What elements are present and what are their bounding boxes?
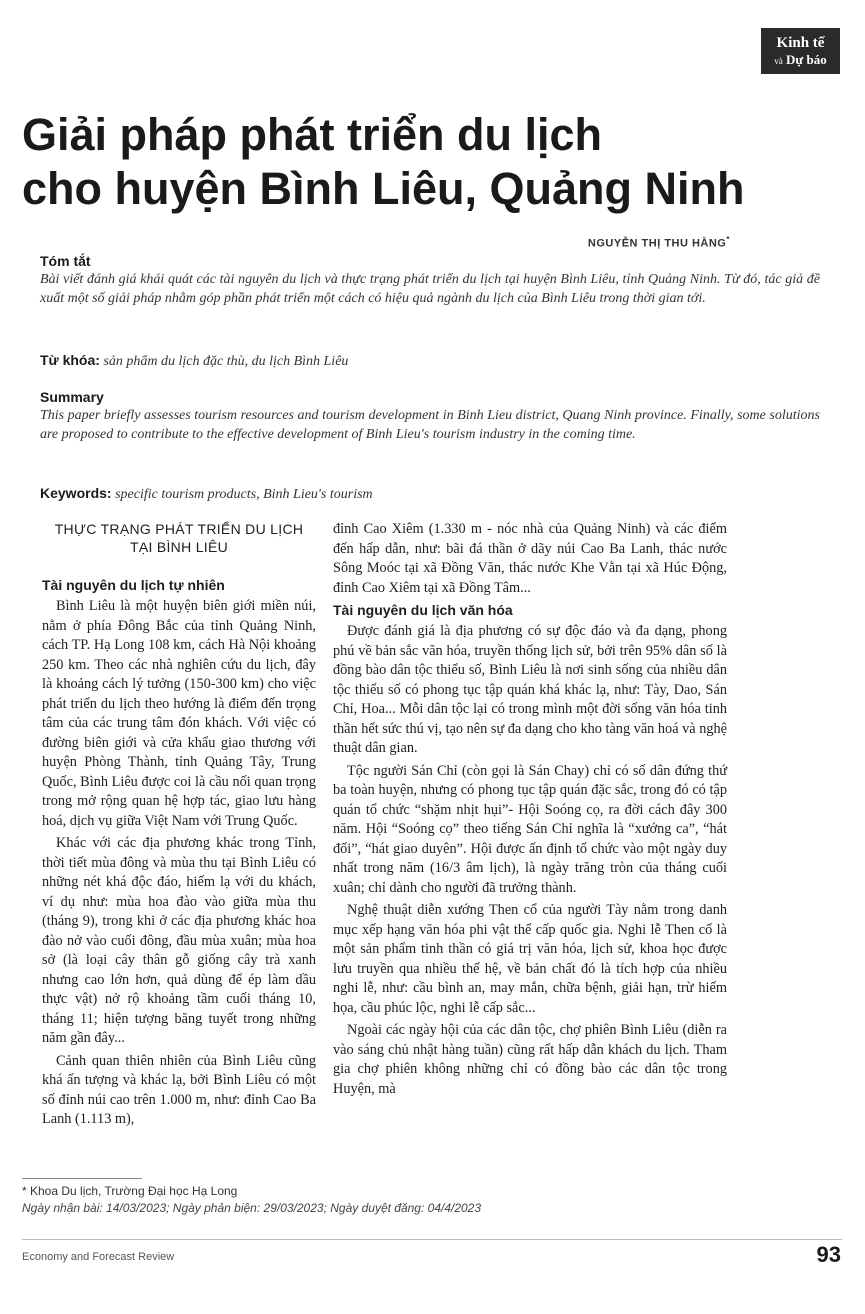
body-column-right xyxy=(333,520,727,1102)
abstract-vi-text: Bài viết đánh giá khái quát các tài nguyên du lịch và thực trạng phát triển du lịch tại huyện Bình Liêu, tỉnh Quảng Ninh. Từ đó, tác giả đề xuất một số giải pháp nhằm góp phần phát triển một cách có hiệu quả ngành du lịch của Bình Liêu trong thời gian tới. xyxy=(40,272,820,306)
badge-line1: Kinh tế xyxy=(776,35,825,51)
paragraph: Nghệ thuật diễn xướng Then cổ của người Tày nằm trong danh mục xếp hạng văn hóa phi vật thể cấp quốc gia. Nghi lễ Then cổ là một sản phẩm tinh thần có giá trị văn hóa, lịch sử, khoa học được lưu truyền qua nhiều thế hệ, về bản chất đó là tích hợp của nhiều nghi lễ, như: cầu bình an, may mắn, chữa bệnh, giải hạn, trừ hiểm họa, cầu phúc lộc, nghi lễ cấp sắc... xyxy=(333,902,727,1016)
abstract-vi-heading: Tóm tắt xyxy=(40,253,91,269)
keywords-vi xyxy=(40,351,820,371)
footnote: * Khoa Du lịch, Trường Đại học Hạ Long xyxy=(22,1184,238,1198)
author-name xyxy=(588,235,730,250)
keywords-en-text: specific tourism products, Binh Lieu's tourism xyxy=(115,487,373,502)
title-line2: cho huyện Bình Liêu, Quảng Ninh xyxy=(22,163,745,214)
paragraph: Cảnh quan thiên nhiên của Bình Liêu cũng khá ấn tượng và khác lạ, bởi Bình Liêu có một số đỉnh núi cao trên 1.000 m, như: đỉnh Cao Ba Lanh (1.113 m), xyxy=(42,1052,316,1127)
summary-en xyxy=(40,388,820,444)
badge-small: và xyxy=(774,56,783,66)
journal-badge xyxy=(761,28,840,74)
paragraph: Khác với các địa phương khác trong Tỉnh, thời tiết mùa đông và mùa thu tại Bình Liêu có những nét khá độc đáo, hiếm lạ với du khách, ví dụ như: mùa hoa đào vào giữa mùa thu (tháng 9), trong khi ở các địa phương khác hoa đào nở vào cuối đông, đầu mùa xuân; mùa hoa sở (là loại cây thân gỗ giống cây trà xanh nhưng cao lớn hơn, quả dùng để ép làm dầu thực vật) nở rộ khoảng tầm cuối tháng 10, tháng 11; hiện tượng băng tuyết trong những năm gần đây... xyxy=(42,835,316,1046)
journal-name: Economy and Forecast Review xyxy=(22,1251,175,1263)
section-heading: THỰC TRẠNG PHÁT TRIỂN DU LỊCH TẠI BÌNH LIÊU xyxy=(54,521,304,555)
article-title xyxy=(22,108,842,216)
subheading-natural: Tài nguyên du lịch tự nhiên xyxy=(42,577,225,593)
subheading-cultural: Tài nguyên du lịch văn hóa xyxy=(333,602,513,618)
keywords-vi-text: sản phẩm du lịch đặc thù, du lịch Bình Liêu xyxy=(103,354,349,369)
footer-divider xyxy=(22,1239,842,1240)
paragraph: Bình Liêu là một huyện biên giới miền núi, nằm ở phía Đông Bắc của tỉnh Quảng Ninh, cách TP. Hạ Long 108 km, cách Hà Nội khoảng 250 km. Theo các nhà nghiên cứu du lịch, đây là khoảng cách lý tưởng (150-300 km) cho việc phát triển du lịch theo hướng là điểm đến trọng tâm của các trung tâm đón khách. Với việc có đường biên giới và cửa khẩu giao thương với huyện Phòng Thành, tỉnh Quảng Tây, Trung Quốc, Bình Liêu được coi là cầu nối quan trọng trong mở rộng quan hệ hợp tác, giao lưu hàng hoá, dịch vụ giữa Việt Nam với Trung Quốc. xyxy=(42,598,316,829)
keywords-en-label: Keywords: xyxy=(40,485,112,501)
title-line1: Giải pháp phát triển du lịch xyxy=(22,109,603,160)
paragraph: Ngoài các ngày hội của các dân tộc, chợ phiên Bình Liêu (diễn ra vào sáng chủ nhật hàng tuần) cũng rất hấp dẫn khách du lịch. Tham gia chợ phiên không những chỉ có đồng bào các dân tộc trong Huyện, mà xyxy=(333,1022,727,1097)
body-column-left xyxy=(42,520,316,1133)
page-number: 93 xyxy=(816,1242,841,1267)
summary-heading: Summary xyxy=(40,389,104,405)
paragraph: Tộc người Sán Chỉ (còn gọi là Sán Chay) chỉ có số dân đứng thứ ba toàn huyện, nhưng có phong tục tập quán đặc sắc, trong đó có tập quán tổ chức “shặm nhịt hụi”- Hội Soóng cọ, ra đời cách đây 300 năm. Hội “Soóng cọ” theo tiếng Sán Chỉ nghĩa là “xướng ca”, “hát đối”, “hát giao duyên”. Hội được ấn định tổ chức vào một ngày duy nhất trong năm (16/3 âm lịch), là ngày trăng tròn của tháng cuối xuân; chỉ dành cho người đã trưởng thành. xyxy=(333,762,727,896)
footnote-divider xyxy=(22,1178,142,1179)
paragraph: đỉnh Cao Xiêm (1.330 m - nóc nhà của Quảng Ninh) và các điểm đến hấp dẫn, như: bãi đá thần ở dãy núi Cao Ba Lanh, thác nước Sông Moóc tại xã Đồng Văn, thác nước Khe Vằn tại xã Húc Động, đỉnh Cao Xiêm tại xã Đồng Tâm... xyxy=(333,521,727,596)
author-text: NGUYỄN THỊ THU HẰNG xyxy=(587,237,727,250)
keywords-vi-label: Từ khóa: xyxy=(40,352,100,368)
badge-line2 xyxy=(761,51,840,66)
abstract-vi xyxy=(40,252,820,308)
author-mark: * xyxy=(726,235,730,244)
publication-dates: Ngày nhận bài: 14/03/2023; Ngày phản biện: 29/03/2023; Ngày duyệt đăng: 04/4/2023 xyxy=(22,1201,482,1215)
badge-line2-text: Dự báo xyxy=(786,52,827,67)
summary-text: This paper briefly assesses tourism resources and tourism development in Binh Lieu district, Quang Ninh province. Finally, some solutions are proposed to contribute to the effective development of Binh Lieu's tourism industry in the coming time. xyxy=(40,408,820,442)
paragraph: Được đánh giá là địa phương có sự độc đáo và đa dạng, phong phú về bản sắc văn hóa, truyền thống lịch sử, bởi trên 95% dân số là đồng bào dân tộc thiểu số, Bình Liêu là nơi sinh sống của nhiều dân tộc thiểu số có phong tục tập quán khá khác lạ, như: Tày, Dao, Sán Chỉ, Hoa... Mỗi dân tộc lại có trong mình một đời sống văn hóa tinh thần hết sức thú vị, tạo nên sự đa dạng cho kho tàng văn hoá và nghệ thuật dân gian. xyxy=(333,623,727,756)
keywords-en xyxy=(40,484,820,504)
